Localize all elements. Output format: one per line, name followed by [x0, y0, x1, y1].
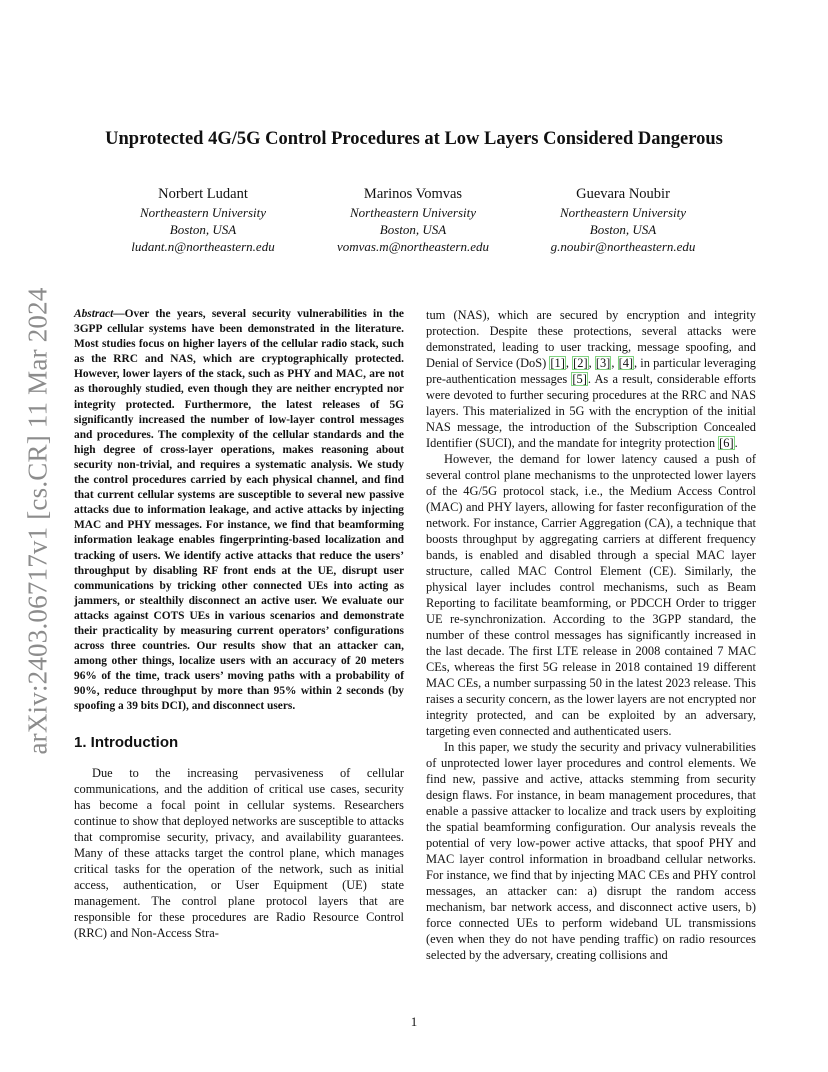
author-name: Marinos Vomvas: [363, 186, 463, 202]
body-paragraph: In this paper, we study the security and privacy vulnerabilities of unprotected lower layer procedures and control elements. We find new, passive and active, attacks stemming from security design flaws. For instance, in beam management procedures, that enable a passive attacker to localize and track users by exploiting the spatial beamforming configuration. Our analysis reveals the potential of very low-power active attacks, that spoof PHY and MAC layer control information in broadband cellular networks. For instance, we find that by injecting MAC CEs and PHY control messages, an attacker can: a) disrupt the random access mechanism, bar network access, and disconnect active users, b) force connected UEs to perform wideband UL transmissions (even when they do not have pending traffic) on radio resources selected by the adversary, creating collisions and: [426, 740, 756, 962]
author-block: [93, 186, 313, 255]
author-name: Norbert Ludant: [158, 186, 248, 202]
paragraph-text: . As a result, considerable efforts were devoted to further securing procedures at the RRC and NAS layers. This materialized in 5G with the encryption of the initial NAS message, the introduction of the Subscription Concealed Identifier (SUCI), and the mandate for integrity protection: [426, 372, 756, 450]
author-email: ludant.n@northeastern.edu: [131, 239, 275, 254]
section-heading-introduction: 1. Introduction: [74, 733, 179, 751]
arxiv-watermark: [18, 282, 58, 760]
intro-paragraph: Due to the increasing pervasiveness of cellular communications, and the addition of critical use cases, security has become a focal point in cellular systems. Researchers continue to show that deployed networks are susceptible to attacks that compromise security, privacy, and availability guarantees. Many of these attacks target the control plane, which manages critical tasks for the operation of the network, such as initial access, authentication, or User Equipment (UE) state management. The control plane protocol layers that are responsible for these procedures are Radio Resource Control (RRC) and Non-Access Stra-: [74, 765, 404, 940]
citation-link[interactable]: [6]: [719, 436, 734, 450]
arxiv-id-text: arXiv:2403.06717v1 [cs.CR] 11 Mar 2024: [22, 287, 53, 755]
paper-title: Unprotected 4G/5G Control Procedures at Low Layers Considered Dangerous: [105, 129, 723, 149]
left-column: [74, 307, 404, 941]
author-block: [513, 186, 733, 255]
right-column: [426, 307, 756, 963]
page-number: 1: [410, 1014, 418, 1029]
author-location: Boston, USA: [589, 222, 657, 237]
author-block: [303, 186, 523, 255]
citation-link[interactable]: [3]: [595, 356, 611, 370]
abstract: [74, 307, 404, 715]
author-location: Boston, USA: [379, 222, 447, 237]
author-affiliation: Northeastern University: [349, 205, 476, 220]
abstract-lead: Abstract: [74, 308, 114, 320]
paragraph-text: , in particular leveraging pre-authentication messages: [426, 356, 756, 386]
citation-link[interactable]: [2]: [573, 356, 588, 370]
paragraph-text: tum (NAS), which are secured by encryption and integrity protection. Despite these protections, several attacks were demonstrated, leading to user tracking, message spoofing, and Denial of Service (DoS): [426, 308, 756, 370]
citation-link[interactable]: [1]: [550, 356, 565, 370]
author-location: Boston, USA: [169, 222, 237, 237]
author-name: Guevara Noubir: [576, 186, 670, 202]
author-email: g.noubir@northeastern.edu: [550, 239, 696, 254]
author-affiliation: Northeastern University: [139, 205, 266, 220]
body-paragraph: However, the demand for lower latency caused a push of several control plane mechanisms to the unprotected lower layers of the 4G/5G protocol stack, i.e., the Medium Access Control (MAC) and PHY layers, allowing for faster reconfiguration of the network. For instance, Carrier Aggregation (CA), a technique that boosts throughput by aggregating carriers at different frequency bands, is enabled and disabled through a special MAC layer structure, called MAC Control Element (CE). Similarly, the physical layer includes control mechanisms, such as Beam Reporting to facilitate beamforming, or PDCCH Order to trigger UE re-synchronization. According to the 3GPP standard, the number of these control messages has significantly increased in the last decade. The first LTE release in 2008 contained 7 MAC CEs, whereas the first 5G release in 2018 contained 19 different MAC CEs, a number surpassing 50 in the latest 2023 release. This raises a security concern, as the lower layers are not encrypted nor integrity protected, and can be exploited by an adversary, targeting even connected and authenticated users.: [426, 452, 756, 738]
author-affiliation: Northeastern University: [559, 205, 686, 220]
paragraph-text: .: [734, 436, 738, 450]
body-paragraph: tum (NAS), which are secured by encryption and integrity protection. Despite these protections, several attacks were demonstrated, leading to user tracking, message spoofing, and Denial of Service (DoS) [1], [2], [3], [4], in particular leveraging pre-authentication messages [5]. As a result, considerable efforts were devoted to further securing procedures at the RRC and NAS layers. This materialized in 5G with the encryption of the initial NAS message, the introduction of the Subscription Concealed Identifier (SUCI), and the mandate for integrity protection [6].: [426, 308, 756, 450]
abstract-text: —Over the years, several security vulnerabilities in the 3GPP cellular systems have been demonstrated in the literature. Most studies focus on higher layers of the cellular radio stack, such as the RRC and NAS, which are cryptographically protected. However, lower layers of the stack, such as PHY and MAC, are not as thoroughly studied, even though they are neither encrypted nor integrity protected. Furthermore, the latest releases of 5G significantly increased the number of low-layer control messages and procedures. The complexity of the cellular standards and the high degree of cross-layer operations, makes reasoning about security non-trivial, and requires a systematic analysis. We study the control procedures carried by each physical channel, and find that current cellular systems are susceptible to several new passive attacks due to information leakage, and active attacks by injecting MAC and PHY messages. For instance, we find that beamforming information leakage enables fingerprinting-based localization and tracking of users. We identify active attacks that reduce the users’ throughput by disabling RF front ends at the UE, disrupt user communications by tricking other connected UEs into acting as jammers, or stealthily disconnect an active user. We evaluate our attacks against COTS UEs in various scenarios and demonstrate their practicality by measuring current operators’ configurations across three countries. Our results show that an attacker can, among other things, localize users with an accuracy of 20 meters 96% of the time, track users’ moving paths with a probability of 90%, reduce throughput by more than 95% within 2 seconds (by spoofing a 39 bits DCI), and disconnect users.: [74, 308, 404, 713]
citation-link[interactable]: [4]: [618, 356, 634, 370]
citation-link[interactable]: [5]: [572, 372, 587, 386]
author-email: vomvas.m@northeastern.edu: [336, 239, 490, 254]
